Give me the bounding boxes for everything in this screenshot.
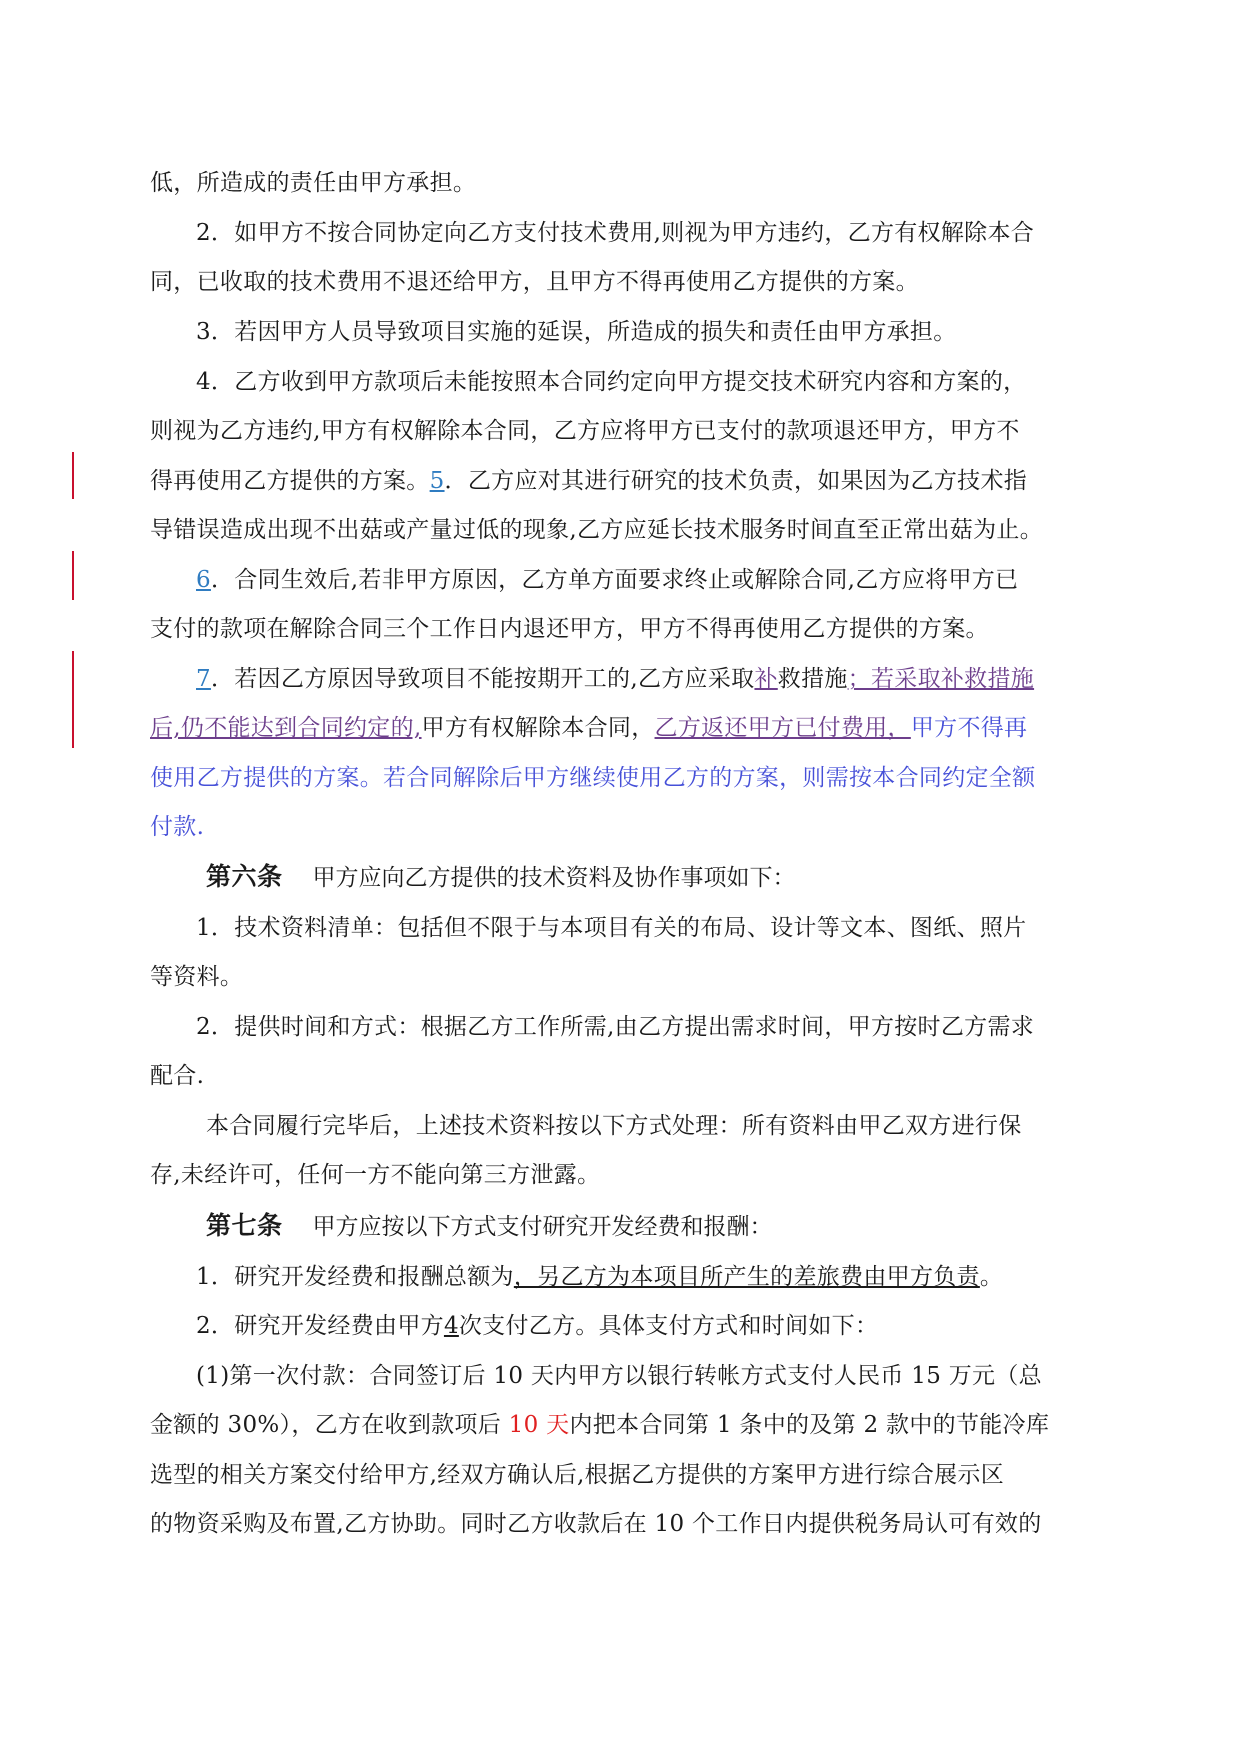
clause-number-7: 7: [196, 666, 211, 692]
text-run: 甲方有权解除本合同，: [421, 715, 655, 741]
clause-2: 2．如甲方不按合同协定向乙方支付技术费用,则视为甲方违约，乙方有权解除本合: [196, 220, 1035, 246]
inserted-text: ；若采取补救措施: [847, 666, 1035, 692]
paragraph-line: 本合同履行完毕后，上述技术资料按以下方式处理：所有资料由甲乙双方进行保: [206, 1113, 1022, 1139]
paragraph-line: 导错误造成出现不出菇或产量过低的现象,乙方应延长技术服务时间直至正常出菇为止。: [150, 517, 1044, 543]
paragraph-line: 选型的相关方案交付给甲方,经双方确认后,根据乙方提供的方案甲方进行综合展示区: [150, 1462, 1005, 1488]
paragraph-line: 低，所造成的责任由甲方承担。: [150, 170, 477, 196]
change-bar: [72, 651, 74, 748]
inserted-text: 乙方返还甲方已付费用，: [654, 715, 911, 741]
text-run: 得再使用乙方提供的方案。: [150, 468, 430, 494]
inserted-paragraph-line: 使用乙方提供的方案。若合同解除后甲方继续使用乙方的方案，则需按本合同约定全额: [150, 765, 1036, 791]
paragraph-line: 配合.: [150, 1063, 205, 1089]
clause-number-5: 5: [429, 468, 445, 494]
change-bar: [72, 452, 74, 499]
clause-4: 4．乙方收到甲方款项后未能按照本合同约定向甲方提交技术研究内容和方案的，: [196, 369, 1027, 395]
article-title: 第六条: [206, 862, 283, 891]
paragraph-line: 支付的款项在解除合同三个工作日内退还甲方，甲方不得再使用乙方提供的方案。: [150, 616, 989, 642]
text-run: ．合同生效后,若非甲方原因，乙方单方面要求终止或解除合同,乙方应将甲方已: [210, 567, 1019, 593]
clause-1: [196, 1262, 1090, 1292]
clause-7-line: [196, 664, 1090, 694]
paragraph-line: 则视为乙方违约,甲方有权解除本合同，乙方应将甲方已支付的款项退还甲方，甲方不: [150, 418, 1020, 444]
text-run: 金额的 30%），乙方在收到款项后: [150, 1412, 509, 1438]
text-run: 内把本合同第 1 条中的及第 2 款中的节能冷库: [569, 1412, 1050, 1438]
text-run: 次支付乙方。具体支付方式和时间如下：: [458, 1313, 879, 1339]
text-run: ．乙方应对其进行研究的技术负责，如果因为乙方技术指: [444, 468, 1028, 494]
clause-2: [196, 1311, 1090, 1341]
text-run: 。: [979, 1264, 1004, 1290]
paragraph-line: [150, 1410, 1090, 1440]
paragraph-line: 的物资采购及布置,乙方协助。同时乙方收款后在 10 个工作日内提供税务局认可有效的: [150, 1511, 1042, 1537]
revised-text: 补: [754, 666, 778, 692]
clause-3: 3．若因甲方人员导致项目实施的延误，所造成的损失和责任由甲方承担。: [196, 319, 957, 345]
text-run: 2．研究开发经费由甲方: [196, 1313, 444, 1339]
payment-item-1: (1)第一次付款：合同签订后 10 天内甲方以银行转帐方式支付人民币 15 万元（总: [196, 1363, 1042, 1389]
inserted-text: 后,仍不能达到合同约定的,: [150, 715, 422, 741]
text-run: ．若因乙方原因导致项目不能按期开工的,乙方应采取: [210, 666, 755, 692]
article-6-heading: [206, 862, 796, 893]
change-bar: [72, 551, 74, 600]
article-title: 第七条: [206, 1211, 283, 1240]
inserted-text: 甲方不得再: [910, 715, 1028, 741]
clause-5-line: [150, 466, 1090, 496]
article-7-heading: [206, 1211, 773, 1242]
highlighted-deadline: 10 天: [508, 1412, 570, 1438]
paragraph-line: 存,未经许可，任何一方不能向第三方泄露。: [150, 1162, 601, 1188]
paragraph-line: 同，已收取的技术费用不退还给甲方，且甲方不得再使用乙方提供的方案。: [150, 269, 919, 295]
article-text: 甲方应向乙方提供的技术资料及协作事项如下：: [312, 865, 796, 891]
paragraph-line: [150, 713, 1090, 743]
installment-count: 4: [443, 1313, 459, 1339]
text-run: 1．研究开发经费和报酬总额为: [196, 1264, 514, 1290]
article-text: 甲方应按以下方式支付研究开发经费和报酬：: [312, 1214, 773, 1240]
clause-2: 2．提供时间和方式：根据乙方工作所需,由乙方提出需求时间，甲方按时乙方需求: [196, 1014, 1035, 1040]
inserted-paragraph-line: 付款.: [150, 814, 205, 840]
paragraph-line: 等资料。: [150, 964, 244, 990]
clause-1: 1．技术资料清单：包括但不限于与本项目有关的布局、设计等文本、图纸、照片: [196, 915, 1027, 941]
text-run: 救措施: [777, 666, 848, 692]
clause-number-6: 6: [196, 567, 211, 593]
clause-6-line: [196, 565, 1090, 595]
underlined-text: ，另乙方为本项目所产生的差旅费由甲方负责: [513, 1264, 980, 1290]
